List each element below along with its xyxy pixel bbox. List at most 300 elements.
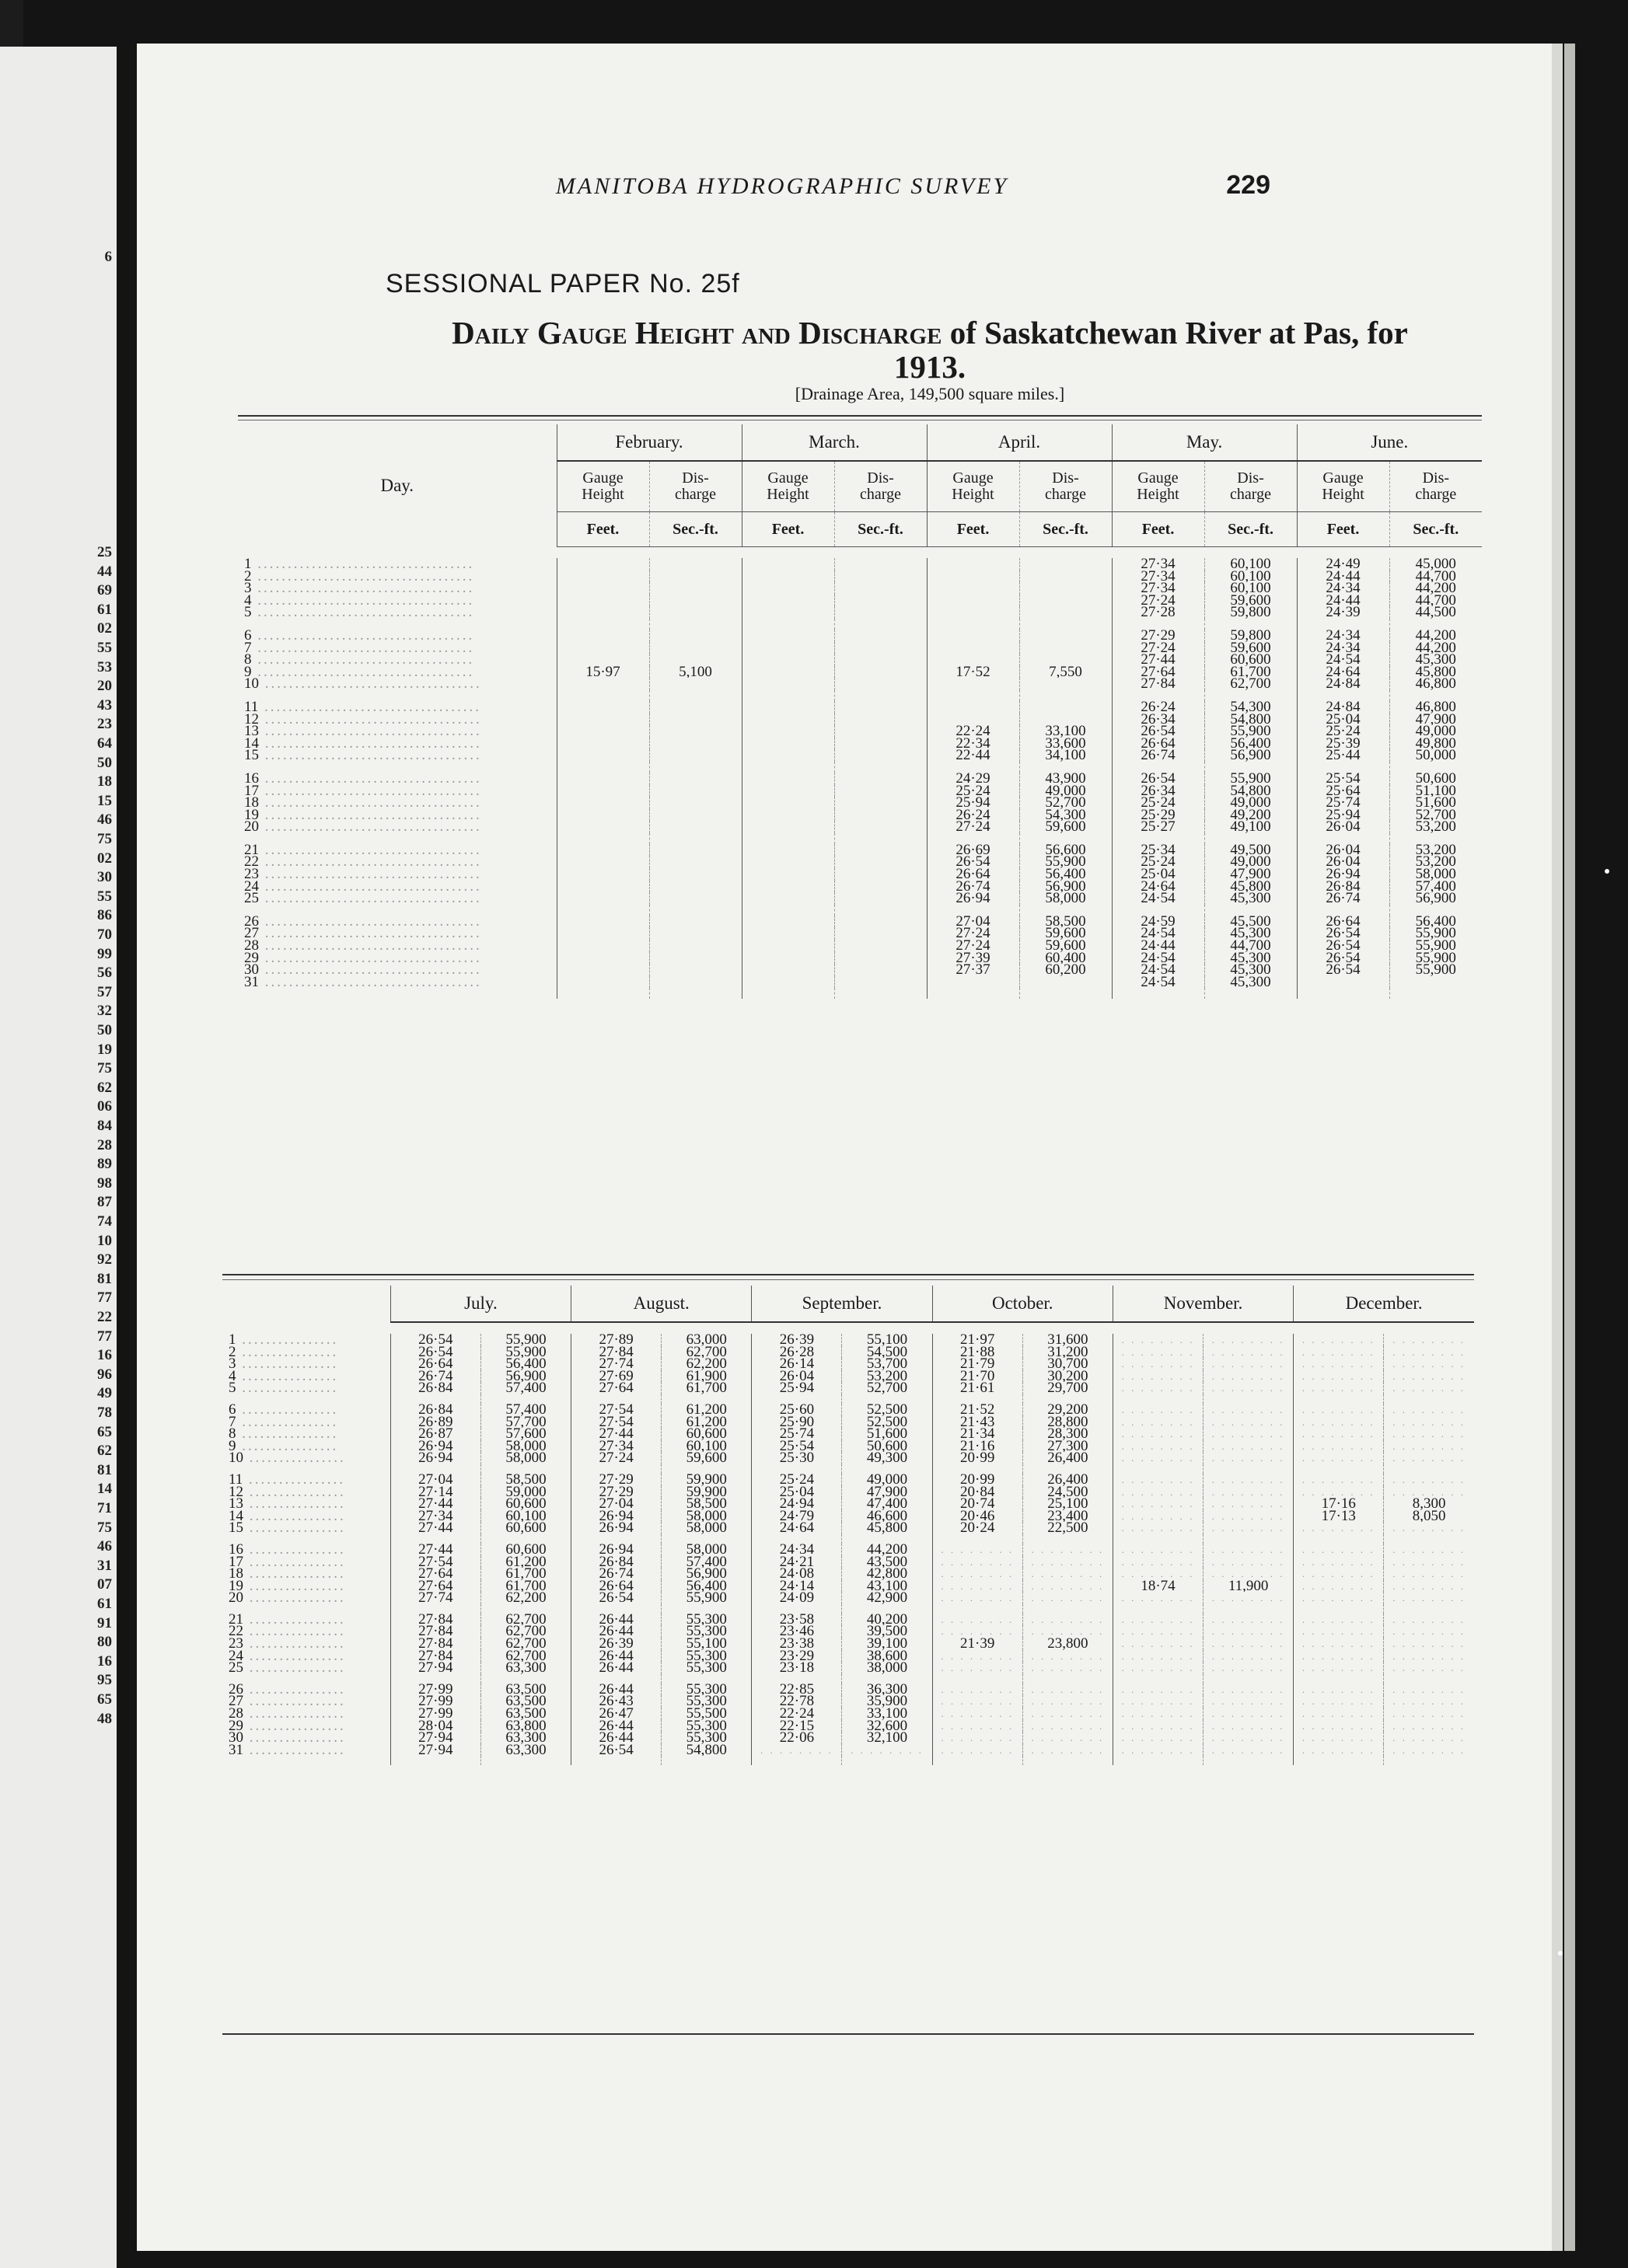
gauge-height-cell: 27·54	[571, 1416, 662, 1429]
gauge-height-cell: 26·34	[1112, 785, 1204, 797]
table-row	[222, 1544, 1474, 1556]
gauge-height-cell: 25·64	[1297, 785, 1389, 797]
discharge-cell: . . . . . . . .	[1204, 1498, 1294, 1510]
gauge-height-cell	[557, 749, 649, 762]
discharge-cell: 54,800	[1204, 714, 1297, 726]
table-row	[222, 1568, 1474, 1580]
month-header: March.	[742, 424, 927, 461]
discharge-cell	[834, 892, 927, 905]
gauge-height-cell: . . . . . . . .	[1294, 1522, 1384, 1534]
discharge-cell: 60,400	[1019, 952, 1112, 965]
gauge-height-cell: 24·64	[1112, 881, 1204, 893]
gauge-height-cell: . . . . . . . .	[1294, 1382, 1384, 1394]
height-word: Height	[1137, 486, 1179, 503]
discharge-cell: 50,000	[1389, 749, 1482, 762]
discharge-cell	[1019, 654, 1112, 666]
day-number: 10	[229, 1452, 243, 1464]
gauge-height-cell: 20·24	[932, 1522, 1022, 1534]
discharge-cell: 60,600	[480, 1544, 571, 1556]
scan-spot	[1558, 1951, 1563, 1956]
discharge-cell: . . . . . . . .	[1384, 1382, 1474, 1394]
discharge-cell	[649, 606, 742, 619]
discharge-cell: 55,500	[662, 1708, 752, 1720]
day-number-cell	[238, 797, 557, 809]
day-number: 28	[244, 940, 259, 952]
gauge-height-cell: . . . . . . . .	[1294, 1592, 1384, 1604]
discharge-cell: 57,700	[480, 1416, 571, 1429]
day-number: 22	[244, 856, 259, 869]
discharge-cell	[649, 738, 742, 750]
gauge-height-cell: . . . . . . . .	[1294, 1684, 1384, 1696]
day-number-cell	[222, 1650, 390, 1663]
month-header: February.	[557, 424, 742, 461]
day-number: 16	[229, 1543, 243, 1556]
gauge-height-cell: . . . . . . . .	[1294, 1428, 1384, 1440]
gauge-height-cell: 25·44	[1297, 749, 1389, 762]
discharge-cell: 55,300	[662, 1614, 752, 1626]
discharge-cell: 44,200	[1389, 642, 1482, 654]
gauge-height-cell: 26·39	[571, 1638, 662, 1650]
discharge-cell: 61,700	[1204, 666, 1297, 679]
table-row	[238, 844, 1482, 857]
gauge-height-cell: . . . . . . . .	[1294, 1662, 1384, 1674]
day-number: 9	[244, 665, 252, 679]
gauge-height-cell: 26·94	[571, 1522, 662, 1534]
running-header: MANITOBA HYDROGRAPHIC SURVEY	[555, 173, 1009, 199]
height-word: Height	[1322, 486, 1364, 503]
dis-word: Dis-	[1422, 469, 1450, 487]
leader-dots: ....................................	[259, 725, 482, 738]
day-number-cell	[222, 1346, 390, 1359]
gauge-height-cell: . . . . . . . .	[1113, 1416, 1203, 1429]
discharge-cell: 61,900	[662, 1370, 752, 1383]
month-header: April.	[927, 424, 1112, 461]
table-row	[238, 881, 1482, 893]
facing-page-number: 18	[97, 773, 112, 790]
discharge-cell: . . . . . . . .	[1204, 1568, 1294, 1580]
discharge-cell: . . . . . . . .	[1384, 1556, 1474, 1568]
discharge-cell: 44,700	[1389, 570, 1482, 583]
gauge-height-cell: . . . . . . . .	[1113, 1638, 1203, 1650]
gauge-height-cell	[742, 738, 834, 750]
table-row	[238, 809, 1482, 822]
day-number-cell	[238, 654, 557, 666]
discharge-cell: . . . . . . . .	[1204, 1695, 1294, 1708]
gauge-height-cell	[742, 678, 834, 690]
gauge-height-cell: 23·18	[752, 1662, 842, 1674]
discharge-cell: . . . . . . . .	[1384, 1428, 1474, 1440]
gauge-height-cell	[742, 856, 834, 868]
month-header: October.	[932, 1286, 1113, 1322]
table-july-dec	[222, 1286, 1474, 1765]
discharge-cell: 46,800	[1389, 701, 1482, 714]
discharge-cell: 50,600	[1389, 773, 1482, 785]
gauge-height-cell	[557, 881, 649, 893]
charge-word: charge	[1230, 486, 1271, 503]
gauge-height-cell: . . . . . . . .	[1294, 1544, 1384, 1556]
leader-dots: ................	[243, 1568, 346, 1580]
discharge-cell: 43,100	[842, 1580, 932, 1593]
gauge-height-cell: 27·29	[1112, 630, 1204, 642]
discharge-cell: . . . . . . . .	[1022, 1650, 1113, 1663]
discharge-cell: 44,200	[1389, 630, 1482, 642]
discharge-cell	[834, 678, 927, 690]
discharge-cell: 55,900	[662, 1592, 752, 1604]
table-feb-june	[238, 424, 1482, 999]
discharge-cell: 23,400	[1022, 1510, 1113, 1523]
gauge-height-cell: 27·28	[1112, 606, 1204, 619]
day-number-cell	[222, 1592, 390, 1604]
facing-page-number: 50	[97, 754, 112, 771]
discharge-cell: 53,200	[842, 1370, 932, 1383]
day-number-cell	[222, 1486, 390, 1499]
gauge-height-cell: 24·54	[1112, 976, 1204, 989]
discharge-header	[649, 461, 742, 512]
discharge-cell: 51,100	[1389, 785, 1482, 797]
gauge-word: Gauge	[1322, 469, 1364, 487]
day-number: 8	[229, 1428, 236, 1440]
day-header-blank	[222, 1286, 390, 1322]
facing-page-number: 75	[97, 1060, 112, 1077]
gauge-height-cell: 24·49	[1297, 558, 1389, 570]
discharge-cell: . . . . . . . .	[1022, 1695, 1113, 1708]
facing-page-number: 84	[97, 1118, 112, 1134]
gauge-height-cell: 25·24	[1297, 725, 1389, 738]
gauge-height-header	[557, 461, 649, 512]
gauge-height-cell: 26·04	[752, 1370, 842, 1383]
discharge-cell: 53,700	[842, 1358, 932, 1370]
discharge-cell: 33,100	[842, 1708, 932, 1720]
facing-page-number: 30	[97, 869, 112, 886]
leader-dots: ................	[236, 1415, 339, 1429]
day-number: 22	[229, 1625, 243, 1638]
gauge-height-cell: 27·74	[390, 1592, 480, 1604]
leader-dots: ....................................	[259, 678, 482, 690]
gauge-height-cell: 26·54	[1297, 964, 1389, 976]
facing-page-number: 98	[97, 1174, 112, 1192]
day-number: 15	[229, 1522, 243, 1534]
leader-dots: ....................................	[259, 713, 482, 726]
day-number: 7	[244, 641, 252, 654]
gauge-height-cell: . . . . . . . .	[1294, 1580, 1384, 1593]
facing-page-number: 61	[97, 601, 112, 618]
leader-dots: ................	[236, 1403, 339, 1416]
facing-page-number: 81	[97, 1270, 112, 1287]
leader-dots: ....................................	[259, 915, 482, 928]
discharge-cell: 26,400	[1022, 1452, 1113, 1464]
gauge-height-cell	[742, 558, 834, 570]
discharge-cell: 49,000	[1389, 725, 1482, 738]
leader-dots: ....................................	[259, 940, 482, 952]
gauge-height-cell: 26·84	[571, 1556, 662, 1568]
leader-dots: ....................................	[251, 665, 475, 679]
title-year: 1913.	[893, 349, 966, 385]
gauge-height-cell: 21·97	[932, 1334, 1022, 1346]
gauge-height-cell: . . . . . . . .	[1294, 1732, 1384, 1744]
gauge-height-cell	[557, 714, 649, 726]
gauge-height-cell: 27·34	[571, 1440, 662, 1453]
gauge-height-cell: 25·74	[752, 1428, 842, 1440]
leader-dots: ....................................	[259, 843, 482, 857]
day-number-cell	[238, 749, 557, 762]
gauge-height-cell: 21·61	[932, 1382, 1022, 1394]
facing-page-number: 80	[97, 1634, 112, 1651]
leader-dots: ................	[243, 1498, 346, 1510]
facing-page-number: 55	[97, 888, 112, 905]
discharge-cell: . . . . . . . .	[1022, 1625, 1113, 1638]
gauge-height-cell: . . . . . . . .	[1113, 1625, 1203, 1638]
discharge-cell: 56,400	[480, 1358, 571, 1370]
table-row	[238, 916, 1482, 928]
discharge-cell: 55,900	[1389, 952, 1482, 965]
discharge-cell	[834, 595, 927, 607]
gauge-height-cell: . . . . . . . .	[932, 1650, 1022, 1663]
discharge-cell: 46,800	[1389, 678, 1482, 690]
day-number: 9	[229, 1439, 236, 1453]
discharge-cell	[649, 940, 742, 952]
leader-dots: ....................................	[251, 606, 475, 619]
discharge-cell: . . . . . . . .	[1204, 1486, 1294, 1499]
gauge-height-cell: 24·84	[1297, 678, 1389, 690]
unit-secft: Sec.-ft.	[1389, 512, 1482, 547]
table-row	[238, 642, 1482, 654]
day-number: 21	[244, 843, 259, 857]
leader-dots: ....................................	[251, 654, 475, 666]
day-number-cell	[222, 1440, 390, 1453]
leader-dots: ....................................	[259, 737, 482, 750]
gauge-height-cell: 27·39	[927, 952, 1019, 965]
gauge-height-cell: . . . . . . . .	[1113, 1404, 1203, 1416]
leader-dots: ................	[243, 1452, 346, 1464]
table-row	[222, 1684, 1474, 1696]
discharge-cell: . . . . . . . .	[1022, 1556, 1113, 1568]
gauge-height-cell: 27·44	[390, 1522, 480, 1534]
gauge-height-cell: 25·30	[752, 1452, 842, 1464]
day-number-cell	[222, 1684, 390, 1696]
discharge-cell: . . . . . . . .	[1204, 1346, 1294, 1359]
gauge-height-cell	[742, 976, 834, 989]
gauge-height-cell: 26·54	[1297, 927, 1389, 940]
gauge-height-cell: . . . . . . . .	[1294, 1568, 1384, 1580]
facing-page-number: 57	[97, 983, 112, 1000]
facing-page-number: 48	[97, 1710, 112, 1727]
discharge-cell: . . . . . . . .	[1204, 1416, 1294, 1429]
discharge-cell: 49,100	[1204, 821, 1297, 833]
gauge-height-cell: 21·34	[932, 1428, 1022, 1440]
discharge-cell: 60,100	[662, 1440, 752, 1453]
gauge-height-cell: 25·94	[1297, 809, 1389, 822]
table-row	[222, 1708, 1474, 1720]
discharge-cell	[834, 701, 927, 714]
discharge-cell: . . . . . . . .	[1384, 1358, 1474, 1370]
unit-secft: Sec.-ft.	[834, 512, 927, 547]
leader-dots: ....................................	[259, 808, 482, 822]
leader-dots: ....................................	[259, 749, 482, 762]
gauge-height-cell	[927, 630, 1019, 642]
gauge-height-cell: . . . . . . . .	[1294, 1474, 1384, 1486]
facing-page-number: 81	[97, 1461, 112, 1478]
gauge-height-cell: 22·15	[752, 1720, 842, 1732]
day-number: 5	[229, 1382, 236, 1394]
leader-dots: ................	[243, 1543, 346, 1556]
discharge-cell: . . . . . . . .	[1022, 1544, 1113, 1556]
gauge-height-cell: 25·54	[752, 1440, 842, 1453]
day-number: 1	[244, 558, 252, 570]
facing-page-number: 96	[97, 1366, 112, 1383]
height-word: Height	[582, 486, 624, 503]
discharge-cell: . . . . . . . .	[1384, 1404, 1474, 1416]
gauge-height-cell: 26·44	[571, 1732, 662, 1744]
day-number: 20	[229, 1592, 243, 1604]
day-number: 30	[229, 1732, 243, 1744]
gauge-height-cell	[742, 570, 834, 583]
gauge-height-cell: 27·54	[390, 1556, 480, 1568]
discharge-cell	[834, 856, 927, 868]
gauge-height-cell	[557, 856, 649, 868]
discharge-cell: 24,500	[1022, 1486, 1113, 1499]
gauge-height-cell: 26·54	[1297, 952, 1389, 965]
gauge-height-cell: . . . . . . . .	[1294, 1556, 1384, 1568]
table-row	[222, 1416, 1474, 1429]
gauge-height-cell	[927, 595, 1019, 607]
gauge-height-cell: . . . . . . . .	[932, 1695, 1022, 1708]
discharge-cell: . . . . . . . .	[1022, 1720, 1113, 1732]
gauge-height-cell: 27·84	[1112, 678, 1204, 690]
discharge-cell	[649, 678, 742, 690]
discharge-cell: 43,900	[1019, 773, 1112, 785]
gauge-height-cell: 27·64	[1112, 666, 1204, 679]
discharge-cell: . . . . . . . .	[1204, 1382, 1294, 1394]
gauge-height-cell: 24·64	[1297, 666, 1389, 679]
day-number: 6	[244, 629, 252, 642]
facing-page-number: 46	[97, 811, 112, 829]
discharge-cell: 59,600	[1019, 940, 1112, 952]
gauge-height-cell: 26·94	[927, 892, 1019, 905]
discharge-cell: 33,100	[1019, 725, 1112, 738]
gauge-height-cell: . . . . . . . .	[1294, 1370, 1384, 1383]
gauge-height-cell: 27·29	[571, 1486, 662, 1499]
discharge-cell: 5,100	[649, 666, 742, 679]
gauge-height-cell	[742, 785, 834, 797]
discharge-cell: . . . . . . . .	[1204, 1614, 1294, 1626]
leader-dots: ....................................	[259, 927, 482, 940]
facing-page-number: 31	[97, 1557, 112, 1574]
gauge-height-cell	[927, 654, 1019, 666]
discharge-cell: 57,400	[662, 1556, 752, 1568]
discharge-cell	[649, 773, 742, 785]
discharge-cell	[649, 927, 742, 940]
discharge-cell: 32,600	[842, 1720, 932, 1732]
discharge-cell: . . . . . . . .	[842, 1744, 932, 1757]
gauge-height-cell: . . . . . . . .	[1113, 1382, 1203, 1394]
table-row	[222, 1556, 1474, 1568]
gauge-height-cell: 22·06	[752, 1732, 842, 1744]
leader-dots: ................	[243, 1473, 346, 1486]
table-row	[238, 964, 1482, 976]
facing-page-number: 07	[97, 1576, 112, 1593]
day-number: 6	[229, 1403, 236, 1416]
discharge-cell	[834, 773, 927, 785]
discharge-cell: 55,300	[662, 1625, 752, 1638]
gauge-height-cell: 21·70	[932, 1370, 1022, 1383]
discharge-cell: 55,900	[480, 1346, 571, 1359]
facing-page-number: 78	[97, 1404, 112, 1421]
gauge-height-cell: 24·39	[1297, 606, 1389, 619]
day-number: 18	[229, 1568, 243, 1580]
discharge-cell: 30,700	[1022, 1358, 1113, 1370]
discharge-cell: . . . . . . . .	[1384, 1486, 1474, 1499]
leader-dots: ................	[243, 1485, 346, 1499]
gauge-height-cell: 27·64	[390, 1580, 480, 1593]
day-number: 10	[244, 678, 259, 690]
table-title	[370, 316, 1490, 384]
facing-page-number: 92	[97, 1251, 112, 1268]
leader-dots: ................	[243, 1625, 346, 1638]
discharge-cell: . . . . . . . .	[1204, 1744, 1294, 1757]
gauge-height-cell: . . . . . . . .	[932, 1662, 1022, 1674]
gauge-height-cell: . . . . . . . .	[1294, 1346, 1384, 1359]
month-header: September.	[752, 1286, 932, 1322]
discharge-cell: . . . . . . . .	[1204, 1474, 1294, 1486]
discharge-cell: 56,400	[662, 1580, 752, 1593]
day-number: 4	[229, 1370, 236, 1383]
gauge-height-cell: . . . . . . . .	[1113, 1486, 1203, 1499]
discharge-cell: . . . . . . . .	[1384, 1522, 1474, 1534]
day-header: Day.	[380, 475, 414, 495]
discharge-cell: 59,900	[662, 1486, 752, 1499]
day-number: 12	[244, 713, 259, 726]
leader-dots: ................	[236, 1345, 339, 1359]
gauge-height-cell	[557, 595, 649, 607]
gauge-height-cell	[927, 678, 1019, 690]
gauge-height-cell: 27·44	[1112, 654, 1204, 666]
day-number: 1	[229, 1334, 236, 1346]
gauge-height-cell	[742, 642, 834, 654]
gauge-height-cell	[557, 927, 649, 940]
discharge-cell: 60,100	[480, 1510, 571, 1523]
gauge-height-cell: 24·14	[752, 1580, 842, 1593]
unit-feet: Feet.	[1297, 512, 1389, 547]
scanned-page	[137, 44, 1552, 2251]
gauge-height-cell: . . . . . . . .	[1113, 1440, 1203, 1453]
gauge-height-cell: 24·34	[1297, 630, 1389, 642]
discharge-cell: 55,300	[662, 1695, 752, 1708]
day-number-cell	[238, 976, 557, 989]
gauge-height-cell	[742, 881, 834, 893]
drainage-area-note: [Drainage Area, 149,500 square miles.]	[795, 384, 1065, 403]
unit-feet: Feet.	[1112, 512, 1204, 547]
gauge-height-cell: 26·84	[390, 1404, 480, 1416]
gauge-height-cell	[927, 582, 1019, 595]
discharge-cell: 61,200	[662, 1404, 752, 1416]
facing-page-number: 77	[97, 1328, 112, 1345]
discharge-cell: 39,500	[842, 1625, 932, 1638]
gauge-height-cell: 27·37	[927, 964, 1019, 976]
table-row	[222, 1428, 1474, 1440]
gauge-height-cell: 27·84	[571, 1346, 662, 1359]
gauge-height-cell: 27·24	[927, 940, 1019, 952]
discharge-cell: . . . . . . . .	[1384, 1732, 1474, 1744]
gauge-height-cell: 27·34	[1112, 570, 1204, 583]
table-row	[238, 654, 1482, 666]
discharge-cell	[649, 642, 742, 654]
discharge-cell: . . . . . . . .	[1204, 1556, 1294, 1568]
table-row	[238, 856, 1482, 868]
facing-page-number: 6	[104, 249, 112, 265]
day-number-cell	[238, 881, 557, 893]
discharge-cell: 49,000	[1204, 797, 1297, 809]
gauge-height-cell: . . . . . . . .	[932, 1625, 1022, 1638]
